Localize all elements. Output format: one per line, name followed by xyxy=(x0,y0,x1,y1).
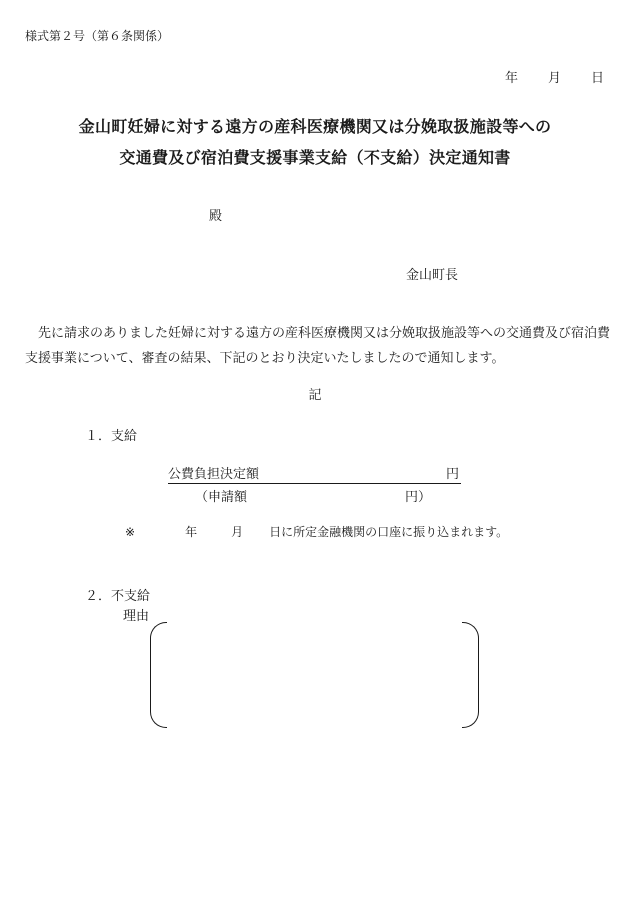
date-month-label: 月 xyxy=(547,71,561,86)
reason-bracket-right xyxy=(462,622,479,728)
notification-body: 先に請求のありました妊婦に対する遠方の産科医療機関又は分娩取扱施設等への交通費及び宿泊費支援事業について、審査の結果、下記のとおり決定いたしましたので通知します。 xyxy=(25,326,611,366)
document-title-line2: 交通費及び宿泊費支援事業支給（不支給）決定通知書 xyxy=(119,148,511,167)
issuer-name: 金山町長 xyxy=(406,268,459,283)
document-title-line1: 金山町妊婦に対する遠方の産科医療機関又は分娩取扱施設等への xyxy=(78,117,552,136)
note-mark: ※ xyxy=(125,525,136,539)
ki-heading: 記 xyxy=(308,388,322,403)
addressee-suffix: 殿 xyxy=(209,209,223,224)
note-text: 日に所定金融機関の口座に振り込まれます。 xyxy=(269,525,509,539)
note-month-label: 月 xyxy=(231,525,244,539)
payment-note xyxy=(125,523,508,540)
reason-label: 理由 xyxy=(123,609,150,624)
section-nonpayment-heading: ２．不支給 xyxy=(85,589,151,604)
requested-amount-row xyxy=(195,486,431,505)
form-number: 様式第２号（第６条関係） xyxy=(25,29,170,43)
note-year-label: 年 xyxy=(185,525,198,539)
date-day-label: 日 xyxy=(590,71,604,86)
issue-date xyxy=(505,67,604,86)
date-year-label: 年 xyxy=(504,71,518,86)
approved-amount-unit: 円 xyxy=(445,467,459,482)
requested-amount-unit: 円） xyxy=(405,490,432,505)
reason-bracket-left xyxy=(150,622,167,728)
section-payment-heading: １．支給 xyxy=(85,429,138,444)
requested-amount-label: （申請額 xyxy=(195,490,248,505)
approved-amount-label: 公費負担決定額 xyxy=(168,467,260,482)
approved-amount-row xyxy=(168,463,461,484)
